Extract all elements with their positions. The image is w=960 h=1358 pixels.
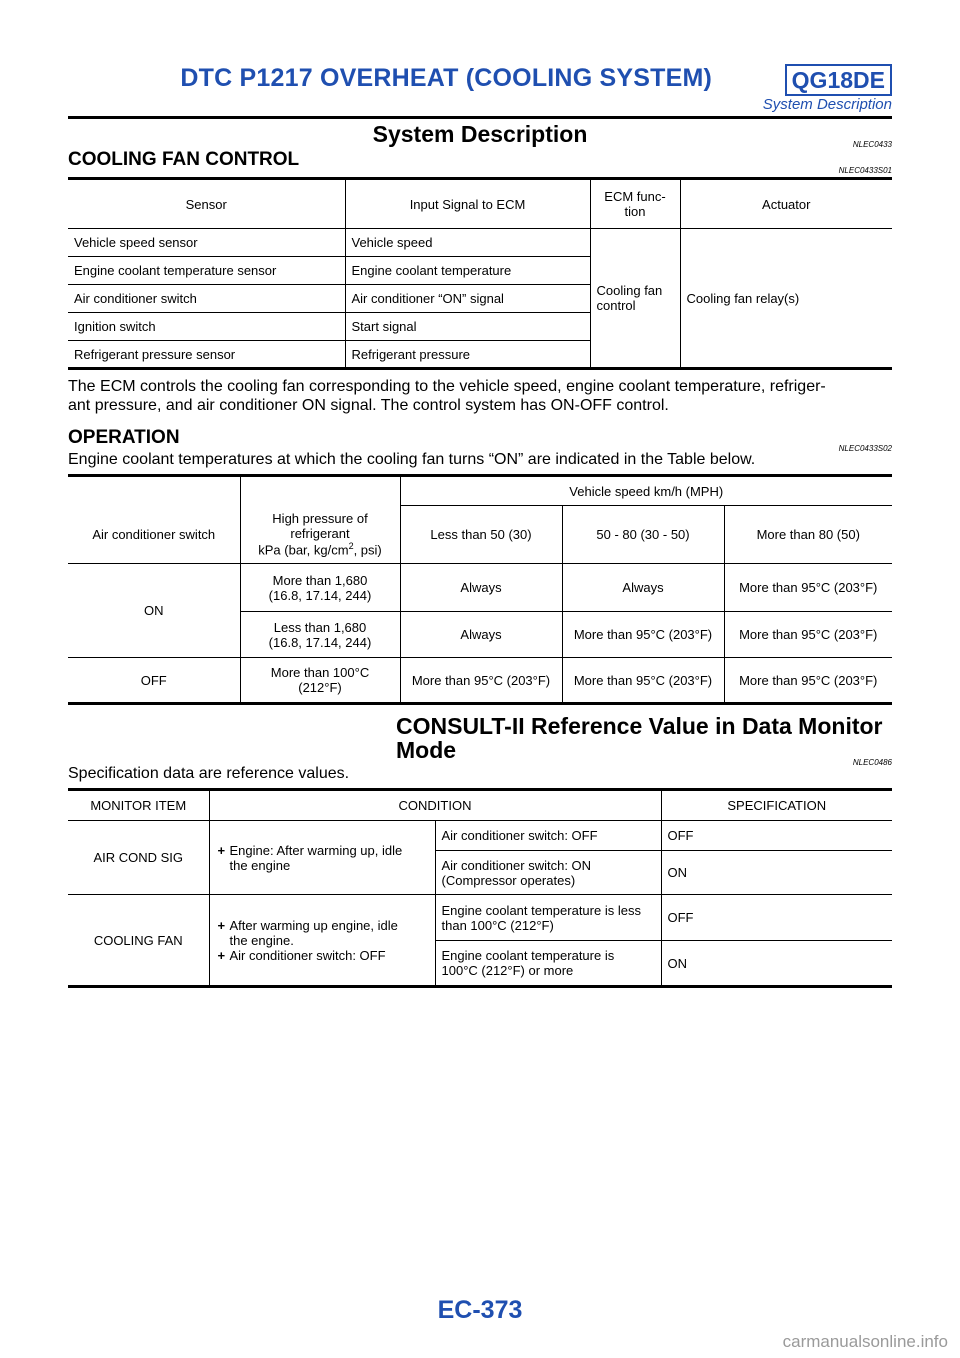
input-cell: Start signal: [345, 313, 590, 341]
speed-mid-cell: More than 95°C (203°F): [562, 658, 724, 704]
col-speed-mid: 50 - 80 (30 - 50): [562, 506, 724, 564]
condition-bullet: + Engine: After warming up, idle the engine: [230, 843, 429, 873]
vehicle-speed-header: Vehicle speed km/h (MPH): [400, 476, 892, 506]
ac-switch-cell: ON: [68, 564, 240, 658]
spec-cell: ON: [661, 941, 892, 987]
speed-low-cell: Always: [400, 564, 562, 612]
sensor-cell: Air conditioner switch: [68, 285, 345, 313]
table-row: [68, 895, 892, 941]
col-input-signal: Input Signal to ECM: [345, 179, 590, 229]
col-specification: SPECIFICATION: [661, 790, 892, 821]
description-paragraph: The ECM controls the cooling fan corresponding to the vehicle speed, engine coolant temperature, refriger- ant pressure, and air conditioner ON signal. The control system has ON-OFF control.: [68, 378, 826, 414]
spec-cell: OFF: [661, 895, 892, 941]
col-refrigerant-pressure: High pressure of refrigerant kPa (bar, $kg/cm^2$, psi): [240, 506, 400, 564]
speed-high-cell: More than 95°C (203°F): [724, 658, 892, 704]
condition-bullet: + After warming up engine, idle the engine.: [230, 918, 429, 948]
condition-bullet: + Air conditioner switch: OFF: [230, 948, 429, 963]
table-header-row: [68, 179, 892, 229]
pressure-cell: More than 100°C (212°F): [240, 658, 400, 704]
consult-table: [68, 788, 892, 988]
sensor-cell: Ignition switch: [68, 313, 345, 341]
sub-condition-cell: Engine coolant temperature is 100°C (212°F) or more: [435, 941, 661, 987]
header-title: DTC P1217 OVERHEAT (COOLING SYSTEM): [180, 64, 712, 92]
input-cell: Air conditioner “ON” signal: [345, 285, 590, 313]
input-cell: Refrigerant pressure: [345, 341, 590, 369]
col-monitor-item: MONITOR ITEM: [68, 790, 209, 821]
cooling-fan-control-table: [68, 177, 892, 370]
sub-condition-cell: Engine coolant temperature is less than 100°C (212°F): [435, 895, 661, 941]
operation-code: NLEC0433S02: [838, 444, 892, 453]
col-ac-switch: Air conditioner switch: [68, 506, 240, 564]
sensor-cell: Refrigerant pressure sensor: [68, 341, 345, 369]
consult-code: NLEC0486: [852, 758, 892, 767]
engine-badge: QG18DE: [785, 64, 892, 96]
table-row: [68, 821, 892, 851]
col-sensor: Sensor: [68, 179, 345, 229]
spec-cell: ON: [661, 851, 892, 895]
speed-low-cell: Always: [400, 612, 562, 658]
section-title-consult: CONSULT-II Reference Value in Data Monitor Mode: [396, 713, 883, 763]
pressure-cell: Less than 1,680 (16.8, 17.14, 244): [240, 612, 400, 658]
table-header-row: [68, 476, 892, 506]
sensor-cell: Engine coolant temperature sensor: [68, 257, 345, 285]
table-header-row: [68, 790, 892, 821]
condition-cell: [209, 821, 435, 895]
spec-cell: OFF: [661, 821, 892, 851]
col-actuator: Actuator: [680, 179, 892, 229]
section-title-system-description: System Description: [372, 121, 588, 147]
page-header: [68, 64, 892, 116]
operation-intro: Engine coolant temperatures at which the cooling fan turns “ON” are indicated in the Table below.: [68, 451, 756, 468]
col-ecm-function: ECM func- tion: [590, 179, 680, 229]
col-condition: CONDITION: [209, 790, 661, 821]
cooling-fan-control-code: NLEC0433S01: [838, 166, 892, 175]
watermark: carmanualsonline.info: [782, 1332, 948, 1351]
speed-high-cell: More than 95°C (203°F): [724, 564, 892, 612]
table-header-row: [68, 506, 892, 564]
col-speed-low: Less than 50 (30): [400, 506, 562, 564]
sub-condition-cell: Air conditioner switch: OFF: [435, 821, 661, 851]
speed-mid-cell: Always: [562, 564, 724, 612]
page-number: EC-373: [437, 1296, 523, 1324]
header-rule: [68, 116, 892, 119]
col-speed-high: More than 80 (50): [724, 506, 892, 564]
header-subtitle: System Description: [762, 96, 892, 113]
table-row: [68, 658, 892, 704]
input-cell: Vehicle speed: [345, 229, 590, 257]
sub-condition-cell: Air conditioner switch: ON (Compressor operates): [435, 851, 661, 895]
consult-note: Specification data are reference values.: [68, 765, 350, 782]
ac-switch-cell: OFF: [68, 658, 240, 704]
cooling-fan-control-title: COOLING FAN CONTROL: [68, 149, 300, 170]
speed-low-cell: More than 95°C (203°F): [400, 658, 562, 704]
table-row: [68, 229, 892, 257]
speed-high-cell: More than 95°C (203°F): [724, 612, 892, 658]
section-code: NLEC0433: [852, 140, 892, 149]
monitor-item-cell: COOLING FAN: [68, 895, 209, 987]
ecm-function-cell: Cooling fan control: [590, 229, 680, 369]
monitor-item-cell: AIR COND SIG: [68, 821, 209, 895]
table-row: [68, 564, 892, 612]
pressure-cell: More than 1,680 (16.8, 17.14, 244): [240, 564, 400, 612]
sensor-cell: Vehicle speed sensor: [68, 229, 345, 257]
operation-table: [68, 474, 892, 705]
condition-cell: [209, 895, 435, 987]
operation-title: OPERATION: [68, 427, 180, 448]
speed-mid-cell: More than 95°C (203°F): [562, 612, 724, 658]
actuator-cell: Cooling fan relay(s): [680, 229, 892, 369]
input-cell: Engine coolant temperature: [345, 257, 590, 285]
